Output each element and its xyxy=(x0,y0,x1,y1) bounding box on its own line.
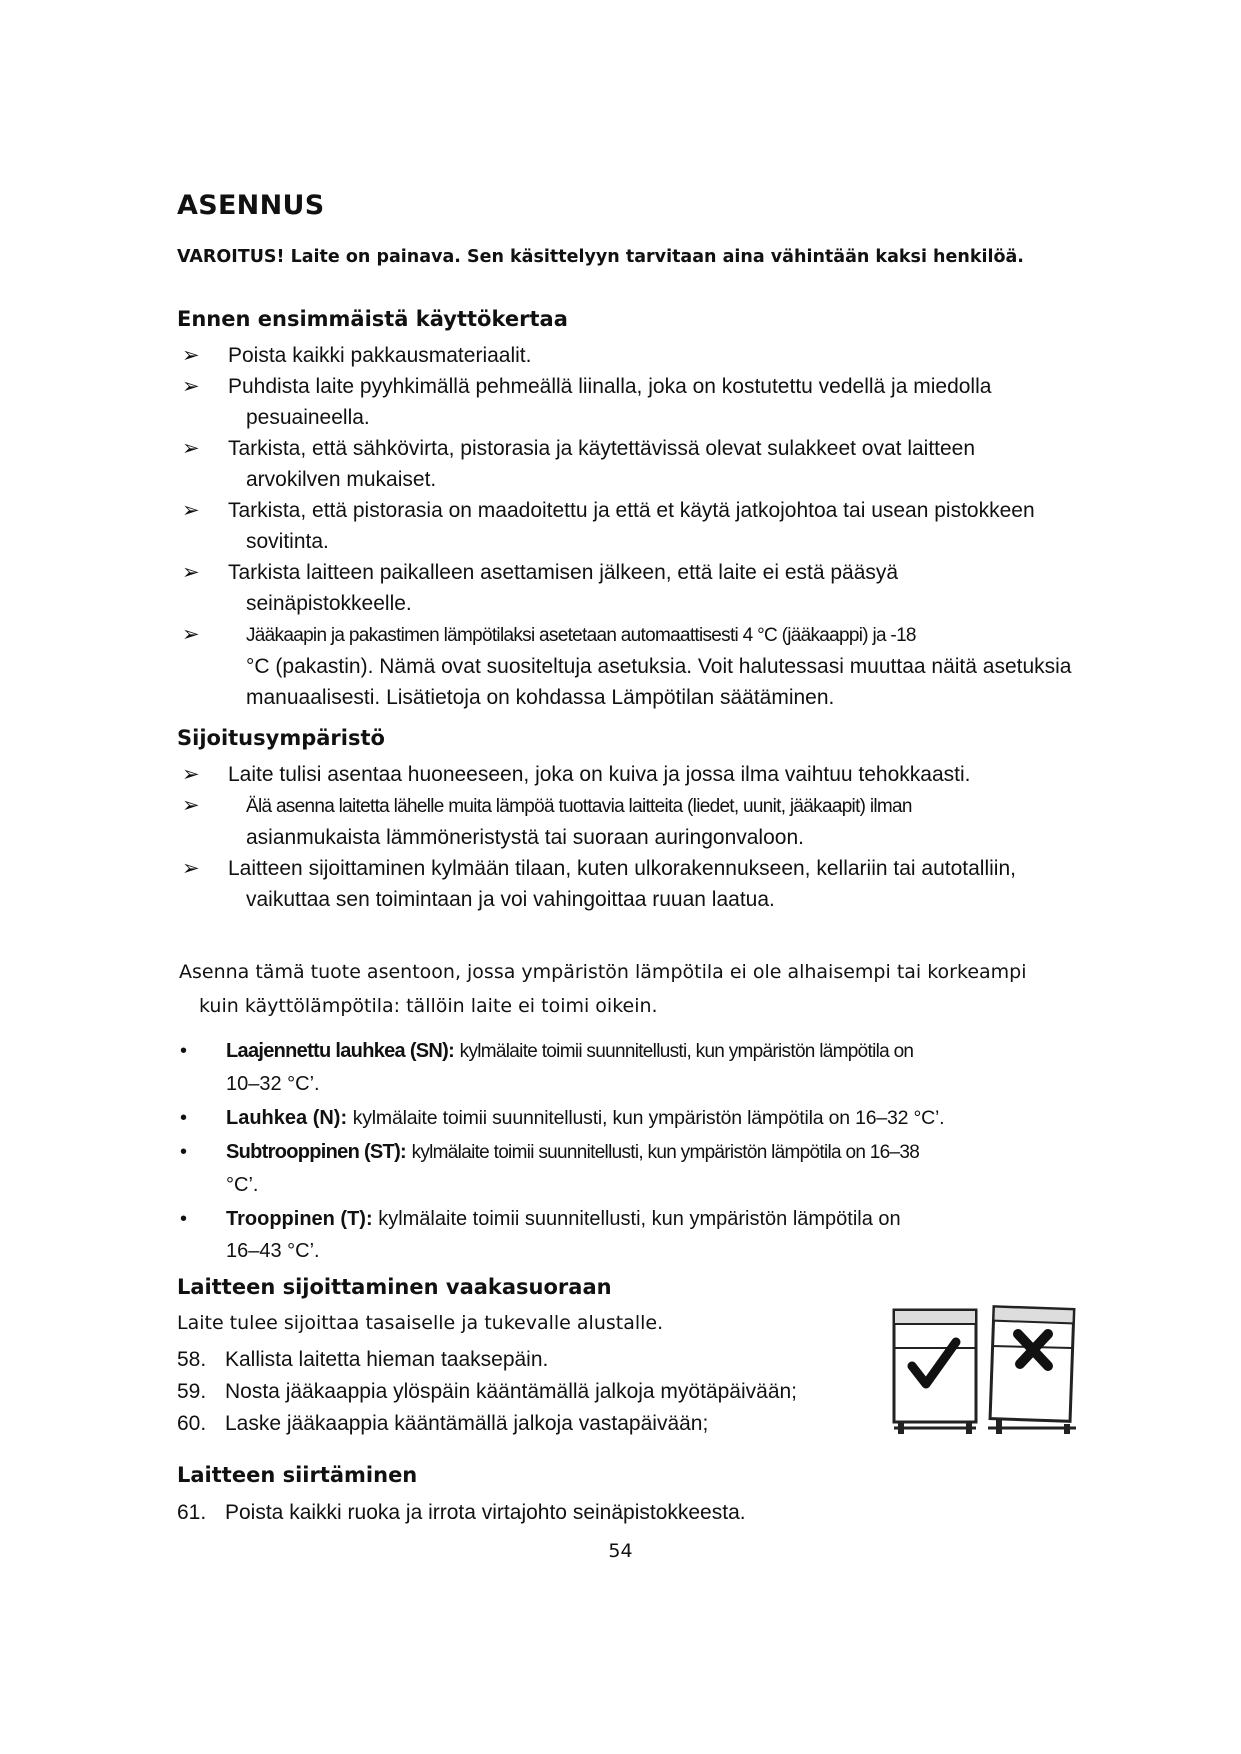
arrow-bullet-icon: ➢ xyxy=(182,561,200,584)
list-item: ➢ Älä asenna laitetta lähelle muita lämpöä tuottavia laitteita (liedet, uunit, jääkaapit) ilman asianmukaista lämmöneristystä tai suoraan auringonvaloon. xyxy=(182,790,1182,853)
page-title: ASENNUS xyxy=(177,190,325,221)
list-item: • Trooppinen (T): kylmälaite toimii suunnitellusti, kun ympäristön lämpötila on 16–43 °C’. xyxy=(180,1203,1180,1267)
arrow-bullet-icon: ➢ xyxy=(182,623,200,646)
fridge-level-ok xyxy=(894,1310,976,1434)
section-heading-leveling: Laitteen sijoittaminen vaakasuoraan xyxy=(177,1275,612,1299)
bullet-icon: • xyxy=(180,1040,188,1062)
list-item: • Lauhkea (N): kylmälaite toimii suunnitellusti, kun ympäristön lämpötila on 16–32 °C’. xyxy=(180,1102,1180,1134)
leveling-steps xyxy=(177,1344,897,1440)
list-item: ➢ Jääkaapin ja pakastimen lämpötilaksi asetetaan automaattisesti 4 °C (jääkaappi) ja -18 °C (pakastin). Nämä ovat suositeltuja asetuksia. Voit halutessasi muuttaa näitä asetuksia manuaalisesti. Lisätietoja on kohdassa Lämpötilan säätäminen. xyxy=(182,619,1182,713)
bullet-icon: • xyxy=(180,1141,188,1163)
bullet-icon: • xyxy=(180,1107,188,1129)
fridge-level-bad xyxy=(988,1307,1076,1434)
list-item: ➢ Puhdista laite pyyhkimällä pehmeällä liinalla, joka on kostutettu vedellä ja miedolla pesuaineella. xyxy=(182,371,1182,433)
list-item: ➢ Laite tulisi asentaa huoneeseen, joka on kuiva ja jossa ilma vaihtuu tehokkaasti. xyxy=(182,759,1182,790)
list-item: 58. Kallista laitetta hieman taaksepäin. xyxy=(177,1348,549,1371)
arrow-bullet-icon: ➢ xyxy=(182,375,200,398)
arrow-bullet-icon: ➢ xyxy=(182,763,200,786)
list-item: 59. Nosta jääkaappia ylöspäin kääntämällä jalkoja myötäpäivään; xyxy=(177,1380,798,1403)
warning-text: VAROITUS! Laite on painava. Sen käsittelyyn tarvitaan aina vähintään kaksi henkilöä. xyxy=(177,247,1024,267)
section-heading-moving: Laitteen siirtäminen xyxy=(177,1463,418,1487)
before-first-use-list xyxy=(182,340,1182,713)
bullet-icon: • xyxy=(180,1208,188,1230)
list-item: • Subtrooppinen (ST): kylmälaite toimii suunnitellusti, kun ympäristön lämpötila on 16–38 °C’. xyxy=(180,1136,1180,1201)
arrow-bullet-icon: ➢ xyxy=(182,437,200,460)
page-number: 54 xyxy=(608,1540,633,1562)
arrow-bullet-icon: ➢ xyxy=(182,344,200,367)
environment-list xyxy=(182,759,1182,915)
list-item: ➢ Poista kaikki pakkausmateriaalit. xyxy=(182,340,1182,371)
section-heading-environment: Sijoitusympäristö xyxy=(177,726,385,750)
list-item: • Laajennettu lauhkea (SN): kylmälaite toimii suunnitellusti, kun ympäristön lämpötila on 10–32 °C’. xyxy=(180,1035,1180,1100)
climate-class-list xyxy=(180,1035,1180,1269)
arrow-bullet-icon: ➢ xyxy=(182,857,200,880)
section-heading-before-first-use: Ennen ensimmäistä käyttökertaa xyxy=(177,307,568,331)
list-item: ➢ Tarkista laitteen paikalleen asettamisen jälkeen, että laite ei estä pääsyä seinäpistokkeelle. xyxy=(182,557,1182,619)
list-item: 60. Laske jääkaappia kääntämällä jalkoja vastapäivään; xyxy=(177,1412,709,1435)
list-item: ➢ Tarkista, että pistorasia on maadoitettu ja että et käytä jatkojohtoa tai usean pistokkeen sovitinta. xyxy=(182,495,1182,557)
list-item: ➢ Laitteen sijoittaminen kylmään tilaan, kuten ulkorakennukseen, kellariin tai autotalliin, vaikuttaa sen toimintaan ja voi vahingoittaa ruuan laatua. xyxy=(182,853,1182,915)
arrow-bullet-icon: ➢ xyxy=(182,499,200,522)
temperature-note: Asenna tämä tuote asentoon, jossa ympäristön lämpötila ei ole alhaisempi tai korkeampi kuin käyttölämpötila: tällöin laite ei toimi oikein. xyxy=(179,961,1027,1017)
arrow-bullet-icon: ➢ xyxy=(182,794,200,817)
list-item: ➢ Tarkista, että sähkövirta, pistorasia ja käytettävissä olevat sulakkeet ovat laitteen arvokilven mukaiset. xyxy=(182,433,1182,495)
list-item: 61. Poista kaikki ruoka ja irrota virtajohto seinäpistokkeesta. xyxy=(177,1501,746,1524)
leveling-intro: Laite tulee sijoittaa tasaiselle ja tukevalle alustalle. xyxy=(177,1312,664,1334)
moving-steps xyxy=(177,1497,897,1529)
leveling-illustration xyxy=(888,1304,1080,1440)
